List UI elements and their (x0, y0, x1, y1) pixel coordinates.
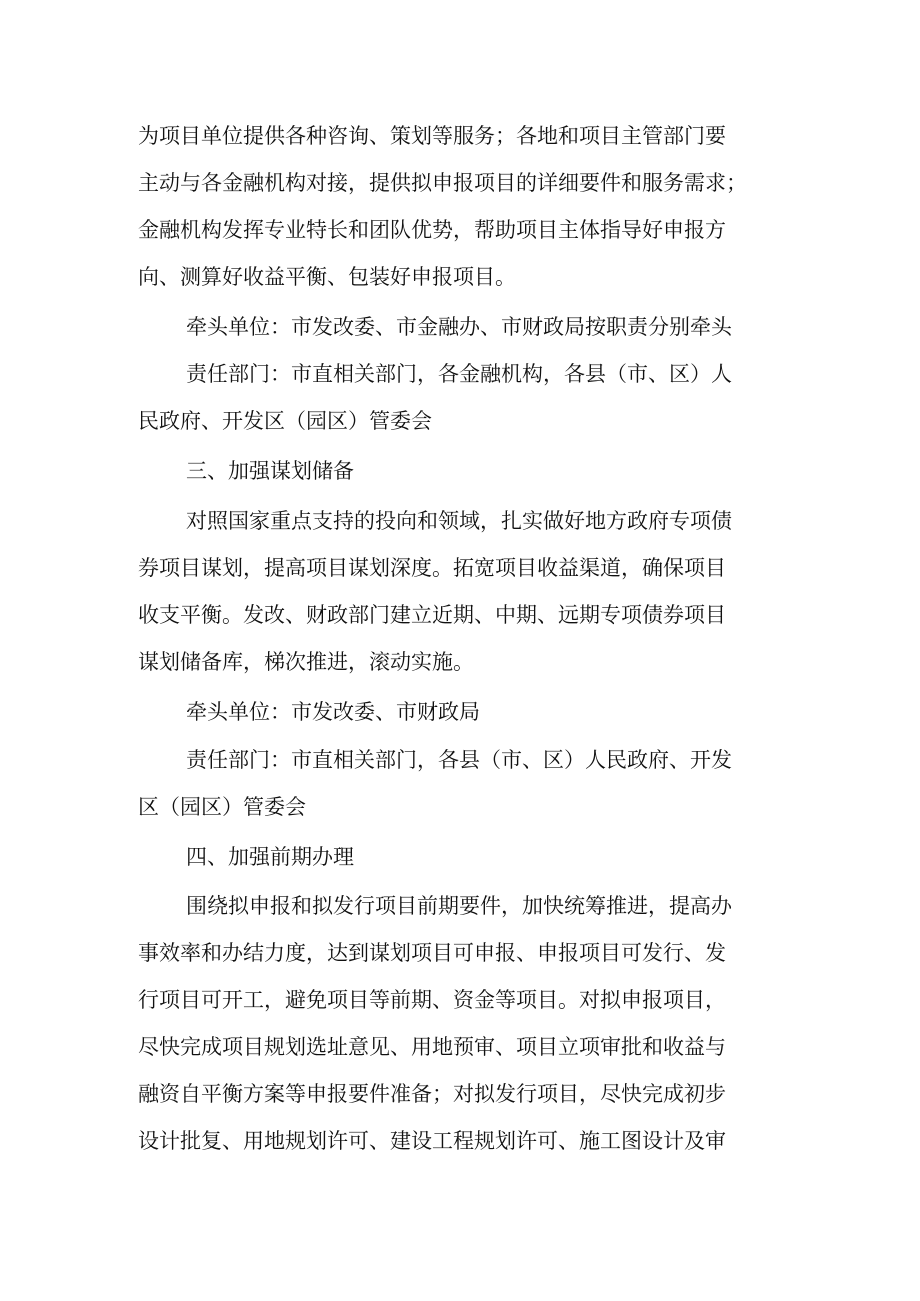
responsible-dept-line-continued: 民政府、开发区（园区）管委会 (138, 409, 432, 433)
paragraph-line-preliminary: 尽快完成项目规划选址意见、用地预审、项目立项审批和收益与 (138, 1035, 726, 1059)
responsible-dept-line: 责任部门：市直相关部门，各县（市、区）人民政府、开发 (186, 748, 732, 772)
paragraph-line-planning-end: 谋划储备库，梯次推进，滚动实施。 (138, 650, 474, 674)
paragraph-line-services-end: 向、测算好收益平衡、包装好申报项目。 (138, 265, 516, 289)
section-heading-4: 四、加强前期办理 (186, 845, 354, 869)
paragraph-line-planning: 收支平衡。发改、财政部门建立近期、中期、远期专项债券项目 (138, 603, 726, 627)
paragraph-line-preliminary: 融资自平衡方案等申报要件准备；对拟发行项目，尽快完成初步 (138, 1082, 726, 1106)
section-heading-3: 三、加强谋划储备 (186, 459, 354, 483)
paragraph-line-planning: 对照国家重点支持的投向和领域，扎实做好地方政府专项债 (186, 509, 732, 533)
paragraph-line-services-continued: 金融机构发挥专业特长和团队优势，帮助项目主体指导好申报方 (138, 218, 726, 242)
paragraph-line-planning: 券项目谋划，提高项目谋划深度。拓宽项目收益渠道，确保项目 (138, 556, 726, 580)
lead-unit-line: 牵头单位：市发改委、市金融办、市财政局按职责分别牵头 (186, 315, 732, 339)
paragraph-line-preliminary: 围绕拟申报和拟发行项目前期要件，加快统筹推进，提高办 (186, 894, 732, 918)
lead-unit-line: 牵头单位：市发改委、市财政局 (186, 700, 480, 724)
responsible-dept-line-continued: 区（园区）管委会 (138, 795, 306, 819)
responsible-dept-line: 责任部门：市直相关部门，各金融机构，各县（市、区）人 (186, 362, 732, 386)
paragraph-line-preliminary: 行项目可开工，避免项目等前期、资金等项目。对拟申报项目， (138, 988, 726, 1012)
paragraph-line-services-continued: 主动与各金融机构对接，提供拟申报项目的详细要件和服务需求； (138, 171, 747, 195)
paragraph-line-preliminary: 事效率和办结力度，达到谋划项目可申报、申报项目可发行、发 (138, 941, 726, 965)
paragraph-line-services-continued: 为项目单位提供各种咨询、策划等服务；各地和项目主管部门要 (138, 124, 726, 148)
paragraph-line-preliminary: 设计批复、用地规划许可、建设工程规划许可、施工图设计及审 (138, 1129, 726, 1153)
